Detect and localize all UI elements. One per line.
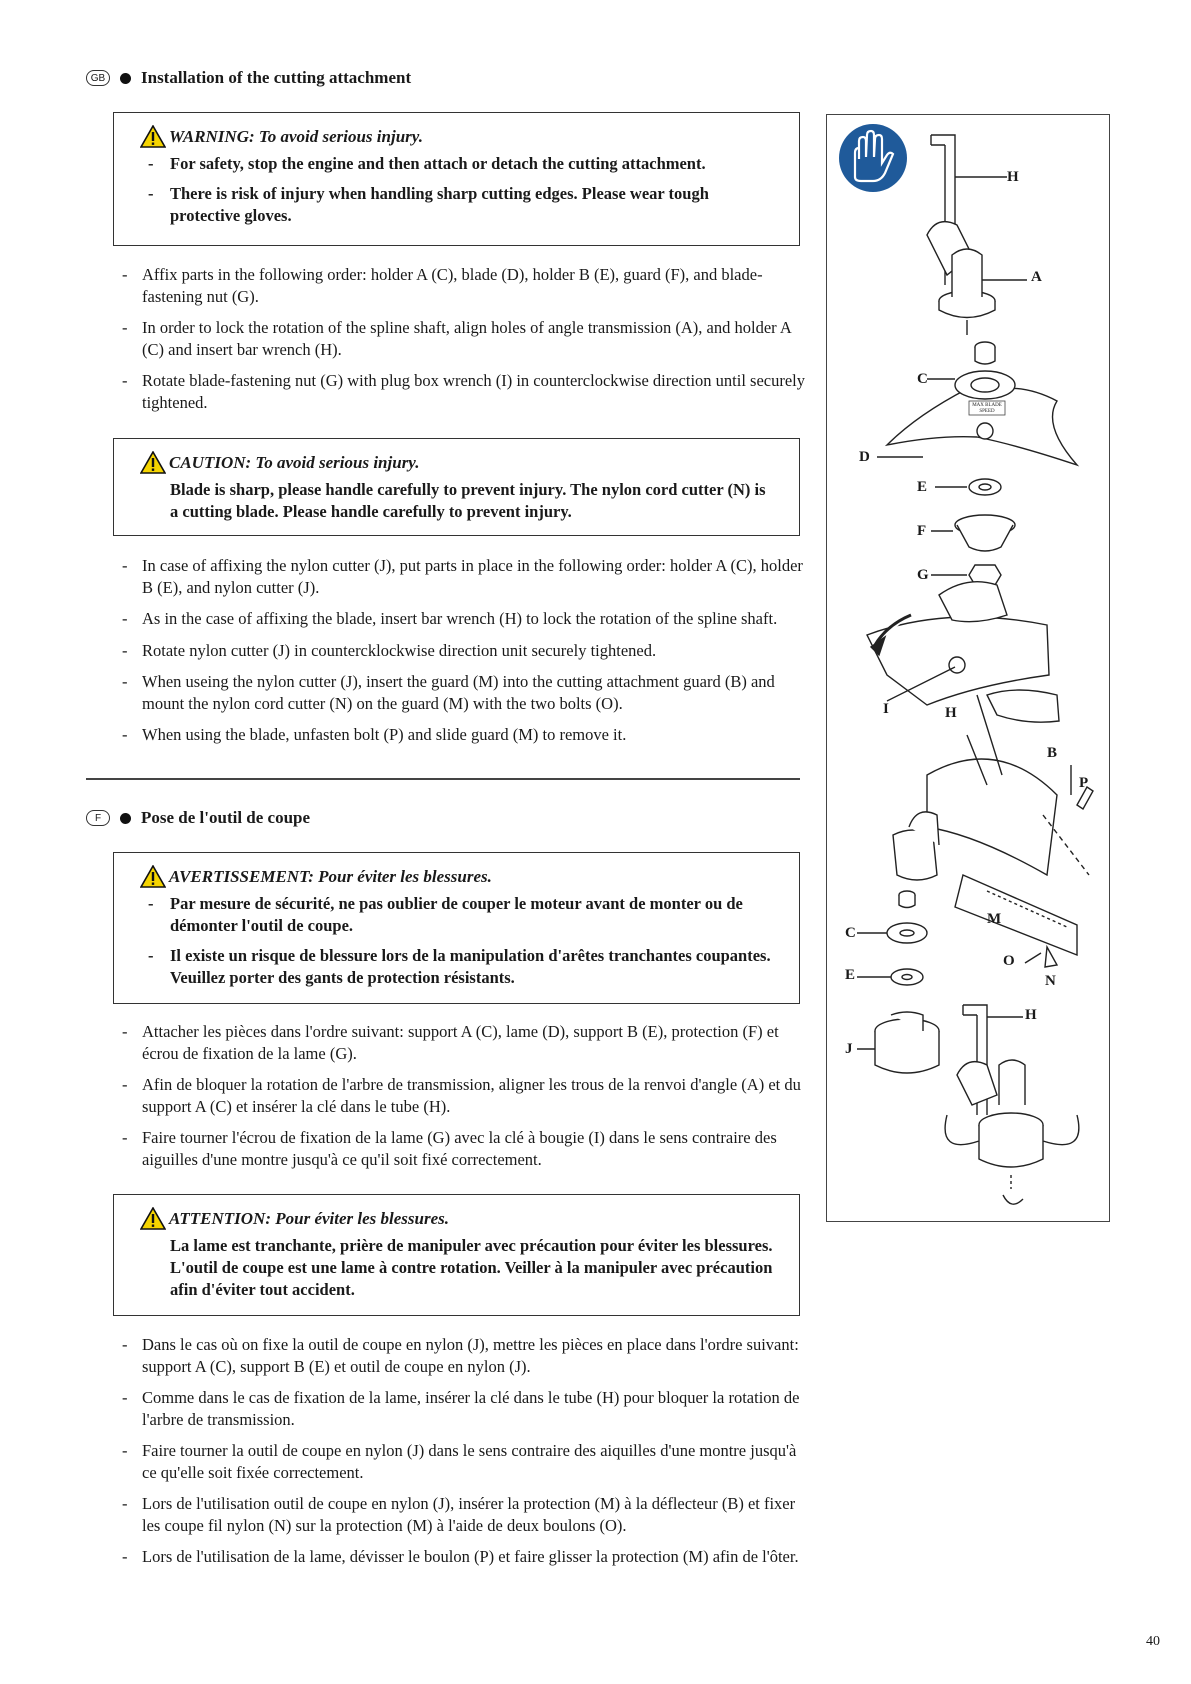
nylon-cutter-j: [857, 1012, 939, 1073]
warning-triangle-icon: [140, 1207, 166, 1230]
fr-warning-item-text: Par mesure de sécurité, ne pas oublier de couper le moteur avant de monter ou de démonter l'outil de coupe.: [170, 894, 743, 935]
cord-cutter-n: [1025, 947, 1057, 967]
gb-language-badge: GB: [86, 70, 110, 86]
gb-caution-title: [140, 451, 775, 474]
list-item-text: In case of affixing the nylon cutter (J), put parts in place in the following order: holder A (C), holder B (E), and nylon cutter (J).: [142, 556, 803, 597]
assembly-illustration: [827, 115, 1111, 1223]
blade-speed-text: MAX BLADE SPEED: [972, 403, 1002, 414]
dash-marker: -: [122, 1494, 128, 1513]
fig-label-c-bottom: C: [845, 925, 856, 941]
section-divider: [86, 778, 800, 780]
list-item: [116, 724, 806, 746]
fr-heading-text: Pose de l'outil de coupe: [141, 808, 311, 827]
list-item: [116, 317, 806, 360]
fig-label-p: P: [1079, 775, 1089, 791]
list-item: [116, 1334, 806, 1377]
list-item-text: Rotate nylon cutter (J) in countercklockwise direction unit securely tightened.: [142, 640, 657, 660]
collar-part: [975, 342, 995, 364]
list-item: [116, 1127, 806, 1170]
list-item-text: As in the case of affixing the blade, insert bar wrench (H) to lock the rotation of the spline shaft.: [142, 609, 778, 628]
page-number: 40: [1146, 1634, 1160, 1649]
list-item-text: Dans le cas où on fixe la outil de coupe en nylon (J), mettre les pièces en place dans l'ordre suivant: support A (C), support B (E) et outil de coupe en nylon (J).: [142, 1335, 799, 1376]
fig-label-n: N: [1045, 973, 1056, 989]
dash-marker: -: [122, 640, 128, 660]
list-item-text: When useing the nylon cutter (J), insert the guard (M) into the cutting attachment guard (B) and mount the nylon cord cutter (N) on the guard (M) with the two bolts (O).: [142, 672, 775, 713]
gb-warning-item: [140, 153, 775, 175]
gb-section-heading: [86, 68, 411, 88]
gb-caution-box: [113, 438, 800, 536]
fig-label-h-top: H: [1007, 169, 1019, 185]
dash-marker: -: [148, 154, 154, 173]
fr-warning-box: [113, 852, 800, 1004]
fig-label-h-mid: H: [945, 705, 957, 721]
assembly-figure: [826, 114, 1110, 1222]
fig-label-a: A: [1031, 269, 1042, 285]
list-item: [116, 370, 806, 413]
list-item-text: In order to lock the rotation of the spline shaft, align holes of angle transmission (A), and holder A (C) and insert bar wrench (H).: [142, 318, 791, 359]
trimmer-head-lower: [945, 1060, 1079, 1204]
list-item: [116, 671, 806, 714]
dash-marker: -: [122, 371, 128, 390]
fr-steps-list-2: [116, 1334, 806, 1578]
list-item-text: Faire tourner l'écrou de fixation de la lame (G) avec la clé à bougie (I) dans le sens contraire des aiguilles d'une montre jusqu'à ce qu'il soit fixé correctement.: [142, 1128, 777, 1169]
fig-label-c-top: C: [917, 371, 928, 387]
gb-warning-item: [140, 183, 775, 227]
list-item-text: Affix parts in the following order: holder A (C), blade (D), holder B (E), guard (F), and blade-fastening nut (G).: [142, 265, 763, 306]
list-item-text: Comme dans le cas de fixation de la lame, insérer la clé dans le tube (H) pour bloquer la rotation de l'arbre de transmission.: [142, 1388, 800, 1429]
list-item-text: Lors de l'utilisation outil de coupe en nylon (J), insérer la protection (M) à la déflecteur (B) et fixer les coupe fil nylon (N) sur la protection (M) à l'aide de deux boulons (O).: [142, 1494, 796, 1535]
warning-triangle-icon: [140, 865, 166, 888]
dash-marker: -: [148, 184, 154, 203]
list-item-text: Rotate blade-fastening nut (G) with plug box wrench (I) in counterclockwise direction until securely tightened.: [142, 371, 806, 412]
fr-attention-title: [140, 1207, 775, 1230]
holder-e-part: [935, 479, 1001, 495]
bullet-icon: [120, 73, 131, 84]
dash-marker: -: [122, 556, 128, 575]
fig-label-e-bottom: E: [845, 967, 856, 983]
gb-warning-item-text: There is risk of injury when handling sharp cutting edges. Please wear tough protective gloves.: [170, 184, 709, 225]
list-item-text: When using the blade, unfasten bolt (P) and slide guard (M) to remove it.: [142, 725, 627, 744]
list-item: [116, 1440, 806, 1483]
gb-steps-list-2: [116, 555, 806, 756]
dash-marker: -: [122, 265, 128, 284]
fig-label-j: J: [845, 1041, 853, 1057]
warning-triangle-icon: [140, 125, 166, 148]
list-item: [116, 1021, 806, 1064]
list-item: [116, 1074, 806, 1117]
list-item: [116, 1387, 806, 1430]
guard-f-part: [931, 515, 1015, 551]
gb-warning-box: [113, 112, 800, 246]
fr-language-badge: F: [86, 810, 110, 826]
fr-section-heading: [86, 808, 310, 828]
blade-part: [877, 371, 1077, 465]
fr-attention-body: La lame est tranchante, prière de manipuler avec précaution pour éviter les blessures. L'outil de coupe est une lame à contre rotation. Veiller à la manipuler avec précaution afin d'éviter tout accident.: [170, 1236, 773, 1299]
dash-marker: -: [122, 1441, 128, 1460]
fig-label-i: I: [883, 701, 889, 717]
list-item: [116, 1546, 806, 1568]
gb-warning-item-text: For safety, stop the engine and then attach or detach the cutting attachment.: [170, 154, 706, 173]
fig-label-h-bottom: H: [1025, 1007, 1037, 1023]
fig-label-m: M: [987, 911, 1002, 927]
dash-marker: -: [122, 609, 128, 628]
fig-label-b: B: [1047, 745, 1058, 761]
fr-attention-title-text: ATTENTION: Pour éviter les blessures.: [169, 1208, 450, 1228]
dash-marker: -: [122, 1547, 128, 1566]
fr-warning-item-text: Il existe un risque de blessure lors de la manipulation d'arêtes tranchantes coupantes. Veuillez porter des gants de protection résistants.: [170, 946, 771, 987]
angle-transmission-lower: [893, 812, 939, 880]
angle-transmission: [927, 222, 1027, 335]
list-item-text: Attacher les pièces dans l'ordre suivant: support A (C), lame (D), support B (E), protection (F) et écrou de fixation de la lame (G).: [142, 1022, 779, 1063]
list-item: [116, 264, 806, 307]
fr-warning-title: [140, 865, 775, 888]
gb-caution-body: Blade is sharp, please handle carefully to prevent injury. The nylon cord cutter (N) is a cutting blade. Please handle carefully to prevent injury.: [170, 480, 766, 521]
fig-label-e-top: E: [917, 479, 928, 495]
warning-triangle-icon: [140, 451, 166, 474]
gb-caution-title-text: CAUTION: To avoid serious injury.: [169, 452, 420, 472]
hands-tightening-illustration: [867, 582, 1059, 722]
list-item-text: Afin de bloquer la rotation de l'arbre de transmission, aligner les trous de la renvoi d'angle (A) et du support A (C) et insérer la clé dans le tube (H).: [142, 1075, 801, 1116]
dash-marker: -: [122, 1128, 128, 1147]
dash-marker: -: [122, 1022, 128, 1041]
bullet-icon: [120, 813, 131, 824]
gb-warning-title-text: WARNING: To avoid serious injury.: [169, 126, 423, 146]
gb-heading-text: Installation of the cutting attachment: [141, 68, 412, 87]
gb-steps-list-1: [116, 264, 806, 423]
gloves-icon: [839, 124, 907, 192]
dash-marker: -: [122, 725, 128, 744]
gb-warning-title: [140, 125, 775, 148]
list-item: [116, 555, 806, 598]
nut-g-part: [931, 565, 1001, 585]
dash-marker: -: [122, 672, 128, 691]
fr-steps-list-1: [116, 1021, 806, 1180]
fig-label-d: D: [859, 449, 870, 465]
holder-parts-lower: [857, 891, 927, 985]
list-item: [116, 608, 806, 630]
guard-b-assembly: [927, 695, 1093, 955]
dash-marker: -: [122, 1075, 128, 1094]
fr-attention-box: [113, 1194, 800, 1316]
list-item-text: Faire tourner la outil de coupe en nylon (J) dans le sens contraire des aiquilles d'une montre jusqu'à ce qu'elle soit fixée correctement.: [142, 1441, 797, 1482]
dash-marker: -: [122, 318, 128, 337]
fr-warning-item: [140, 945, 775, 989]
fig-label-g: G: [917, 567, 929, 583]
dash-marker: -: [122, 1388, 128, 1407]
list-item: [116, 1493, 806, 1536]
fr-warning-item: [140, 893, 775, 937]
fr-warning-title-text: AVERTISSEMENT: Pour éviter les blessures.: [169, 866, 492, 886]
fig-label-o: O: [1003, 953, 1015, 969]
list-item-text: Lors de l'utilisation de la lame, dévisser le boulon (P) et faire glisser la protection (M) afin de l'ôter.: [142, 1547, 799, 1566]
dash-marker: -: [122, 1335, 128, 1354]
list-item: [116, 640, 806, 662]
fig-label-f: F: [917, 523, 927, 539]
dash-marker: -: [148, 894, 154, 913]
dash-marker: -: [148, 946, 154, 965]
